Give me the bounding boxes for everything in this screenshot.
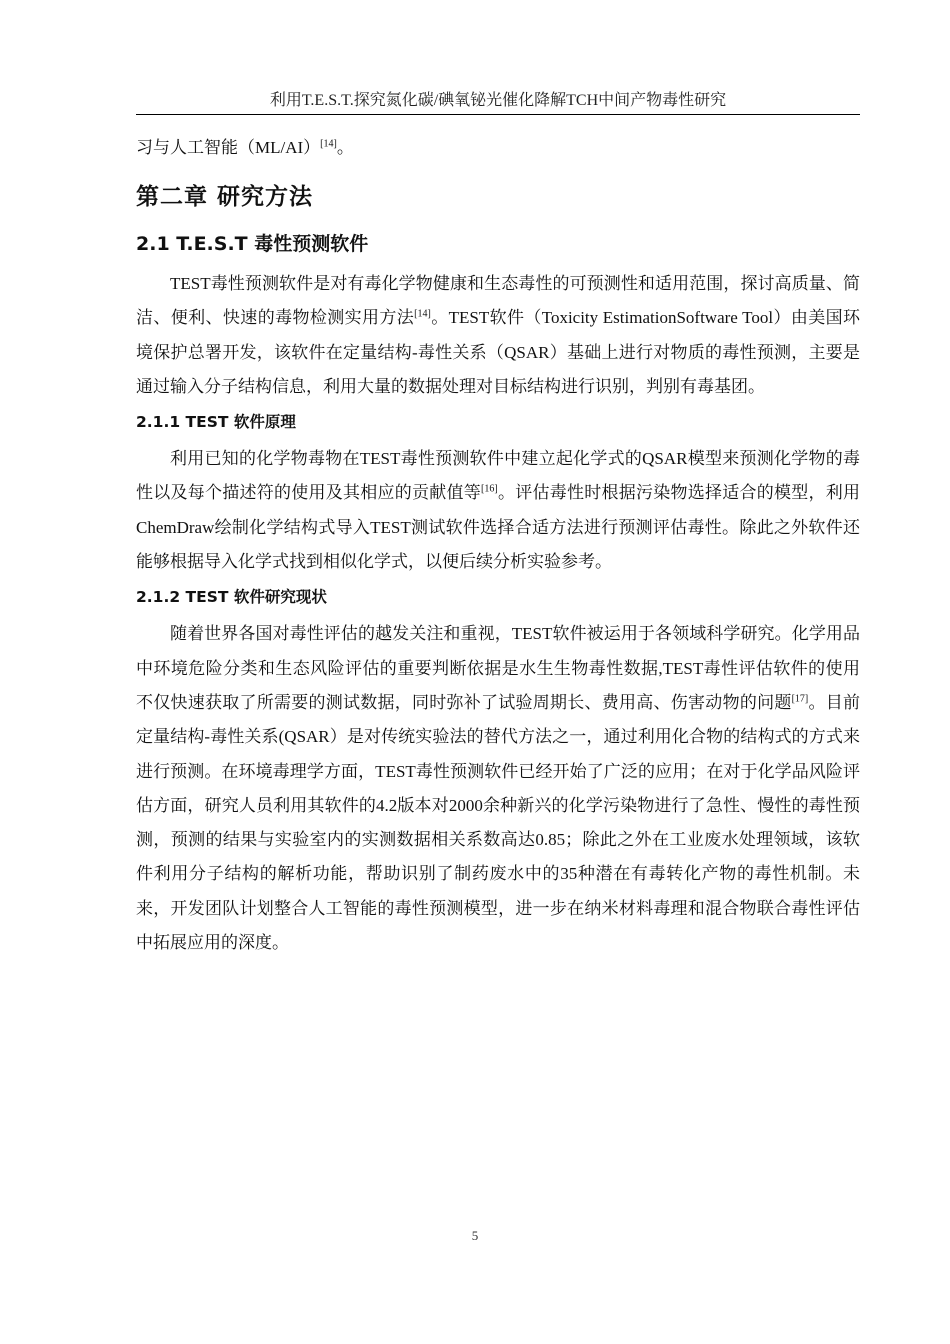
section-title-2-1-1: 2.1.1 TEST 软件原理 <box>136 413 296 432</box>
paragraph-text: TEST毒性预测软件是对有毒化学物健康和生态毒性的可预测性和适用范围，探讨高质量、简洁、便利、快速的毒物检测实用方法 <box>136 274 860 328</box>
citation-ref[interactable]: [14] <box>414 308 431 320</box>
citation-ref[interactable]: [17] <box>791 693 809 705</box>
header-rule <box>136 114 860 115</box>
continued-text: 习与人工智能（ML/AI） <box>136 138 321 157</box>
paragraph-2-1-2 <box>136 617 860 960</box>
section-title-2-1-2: 2.1.2 TEST 软件研究现状 <box>136 588 327 607</box>
continued-end: 。 <box>336 138 354 157</box>
section-title-2-1: 2.1 T.E.S.T 毒性预测软件 <box>136 233 369 255</box>
page-number: 5 <box>471 1228 479 1243</box>
paragraph-text: 。TEST软件（Toxicity EstimationSoftware Tool）由美国环境保护总署开发，该软件在定量结构-毒性关系（QSAR）基础上进行对物质的毒性预测，主要是通过输入分子结构信息，利用大量的数据处理对目标结构进行识别，判别有毒基团。 <box>136 308 860 396</box>
paragraph-2-1 <box>136 267 860 404</box>
chapter-title: 第二章 研究方法 <box>136 184 314 210</box>
citation-ref[interactable]: [16] <box>481 483 498 495</box>
continued-line <box>136 131 860 165</box>
page-content <box>136 131 860 966</box>
paragraph-text: 。目前定量结构-毒性关系(QSAR）是对传统实验法的替代方法之一，通过利用化合物的结构式的方式来进行预测。在环境毒理学方面，TEST毒性预测软件已经开始了广泛的应用；在对于化学品风险评估方面，研究人员利用其软件的4.2版本对2000余种新兴的化学污染物进行了急性、慢性的毒性预测，预测的结果与实验室内的实测数据相关系数高达0.85；除此之外在工业废水处理领域，该软件利用分子结构的解析功能，帮助识别了制药废水中的35种潜在有毒转化产物的毒性机制。未来，开发团队计划整合人工智能的毒性预测模型，进一步在纳米材料毒理和混合物联合毒性评估中拓展应用的深度。 <box>136 692 861 953</box>
running-header: 利用T.E.S.T.探究氮化碳/碘氧铋光催化降解TCH中间产物毒性研究 <box>269 92 727 109</box>
citation-ref[interactable]: [14] <box>320 138 337 150</box>
paragraph-text: 利用已知的化学物毒物在TEST毒性预测软件中建立起化学式的QSAR模型来预测化学物的毒性以及每个描述符的使用及其相应的贡献值等 <box>136 449 860 503</box>
paragraph-text: 随着世界各国对毒性评估的越发关注和重视，TEST软件被运用于各领域科学研究。化学用品中环境危险分类和生态风险评估的重要判断依据是水生生物毒性数据,TEST毒性评估软件的使用不仅快速获取了所需要的测试数据，同时弥补了试验周期长、费用高、伤害动物的问题 <box>136 624 860 712</box>
paragraph-2-1-1 <box>136 442 860 579</box>
paragraph-text: 。评估毒性时根据污染物选择适合的模型，利用ChemDraw绘制化学结构式导入TEST测试软件选择合适方法进行预测评估毒性。除此之外软件还能够根据导入化学式找到相似化学式，以便后续分析实验参考。 <box>136 483 861 572</box>
